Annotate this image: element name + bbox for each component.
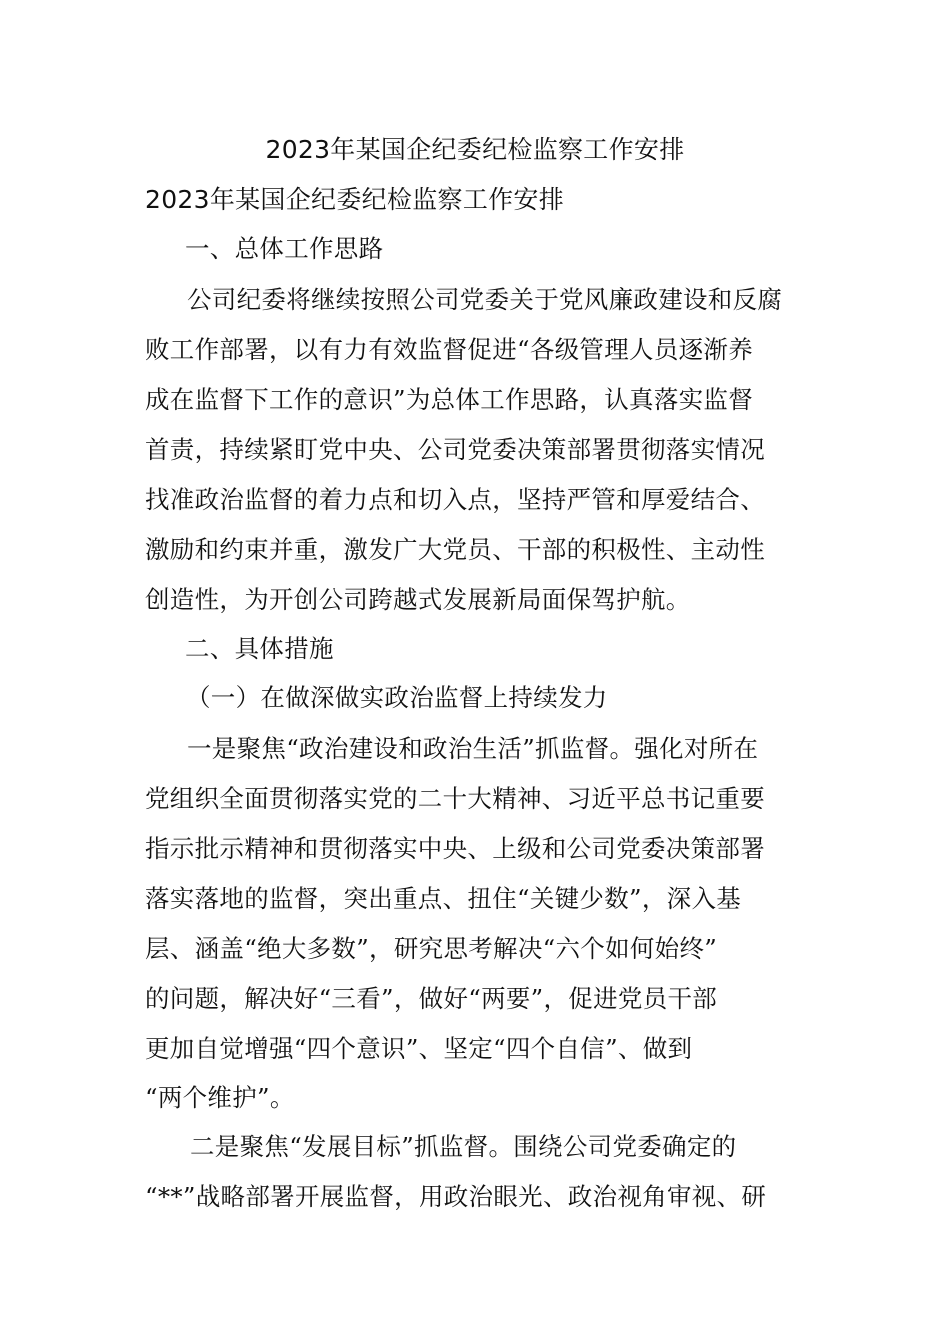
paragraph-line: 更加自觉增强“四个意识”、坚定“四个自信”、做到 bbox=[145, 1034, 693, 1063]
paragraph-line: 层、涵盖“绝大多数”，研究思考解决“六个如何始终” bbox=[145, 934, 718, 963]
paragraph-line: 首责，持续紧盯党中央、公司党委决策部署贯彻落实情况 bbox=[145, 435, 765, 464]
paragraph-line: 成在监督下工作的意识”为总体工作思路，认真落实监督 bbox=[145, 385, 754, 414]
section-heading-2: 二、具体措施 bbox=[185, 634, 334, 663]
paragraph-line: “**”战略部署开展监督，用政治眼光、政治视角审视、研 bbox=[145, 1182, 767, 1211]
document-subtitle: 2023年某国企纪委纪检监察工作安排 bbox=[145, 185, 565, 214]
paragraph-line: 指示批示精神和贯彻落实中央、上级和公司党委决策部署 bbox=[145, 834, 765, 863]
section-heading-1: 一、总体工作思路 bbox=[185, 234, 384, 263]
paragraph-line: 找准政治监督的着力点和切入点，坚持严管和厚爱结合、 bbox=[145, 485, 765, 514]
paragraph-line: 党组织全面贯彻落实党的二十大精神、习近平总书记重要 bbox=[145, 784, 765, 813]
paragraph-line: 公司纪委将继续按照公司党委关于党风廉政建设和反腐 bbox=[187, 285, 783, 314]
paragraph-line: 创造性，为开创公司跨越式发展新局面保驾护航。 bbox=[145, 585, 691, 614]
paragraph-line: 激励和约束并重，激发广大党员、干部的积极性、主动性 bbox=[145, 535, 765, 564]
paragraph-line: “两个维护”。 bbox=[145, 1083, 295, 1112]
subsection-heading: （一）在做深做实政治监督上持续发力 bbox=[186, 683, 608, 712]
document-title: 2023年某国企纪委纪检监察工作安排 bbox=[265, 135, 685, 164]
paragraph-line: 二是聚焦“发展目标”抓监督。围绕公司党委确定的 bbox=[190, 1132, 737, 1161]
paragraph-line: 的问题，解决好“三看”，做好“两要”，促进党员干部 bbox=[145, 984, 718, 1013]
paragraph-line: 落实落地的监督，突出重点、扭住“关键少数”，深入基 bbox=[145, 884, 742, 913]
paragraph-line: 一是聚焦“政治建设和政治生活”抓监督。强化对所在 bbox=[187, 734, 759, 763]
paragraph-line: 败工作部署，以有力有效监督促进“各级管理人员逐渐养 bbox=[145, 335, 754, 364]
